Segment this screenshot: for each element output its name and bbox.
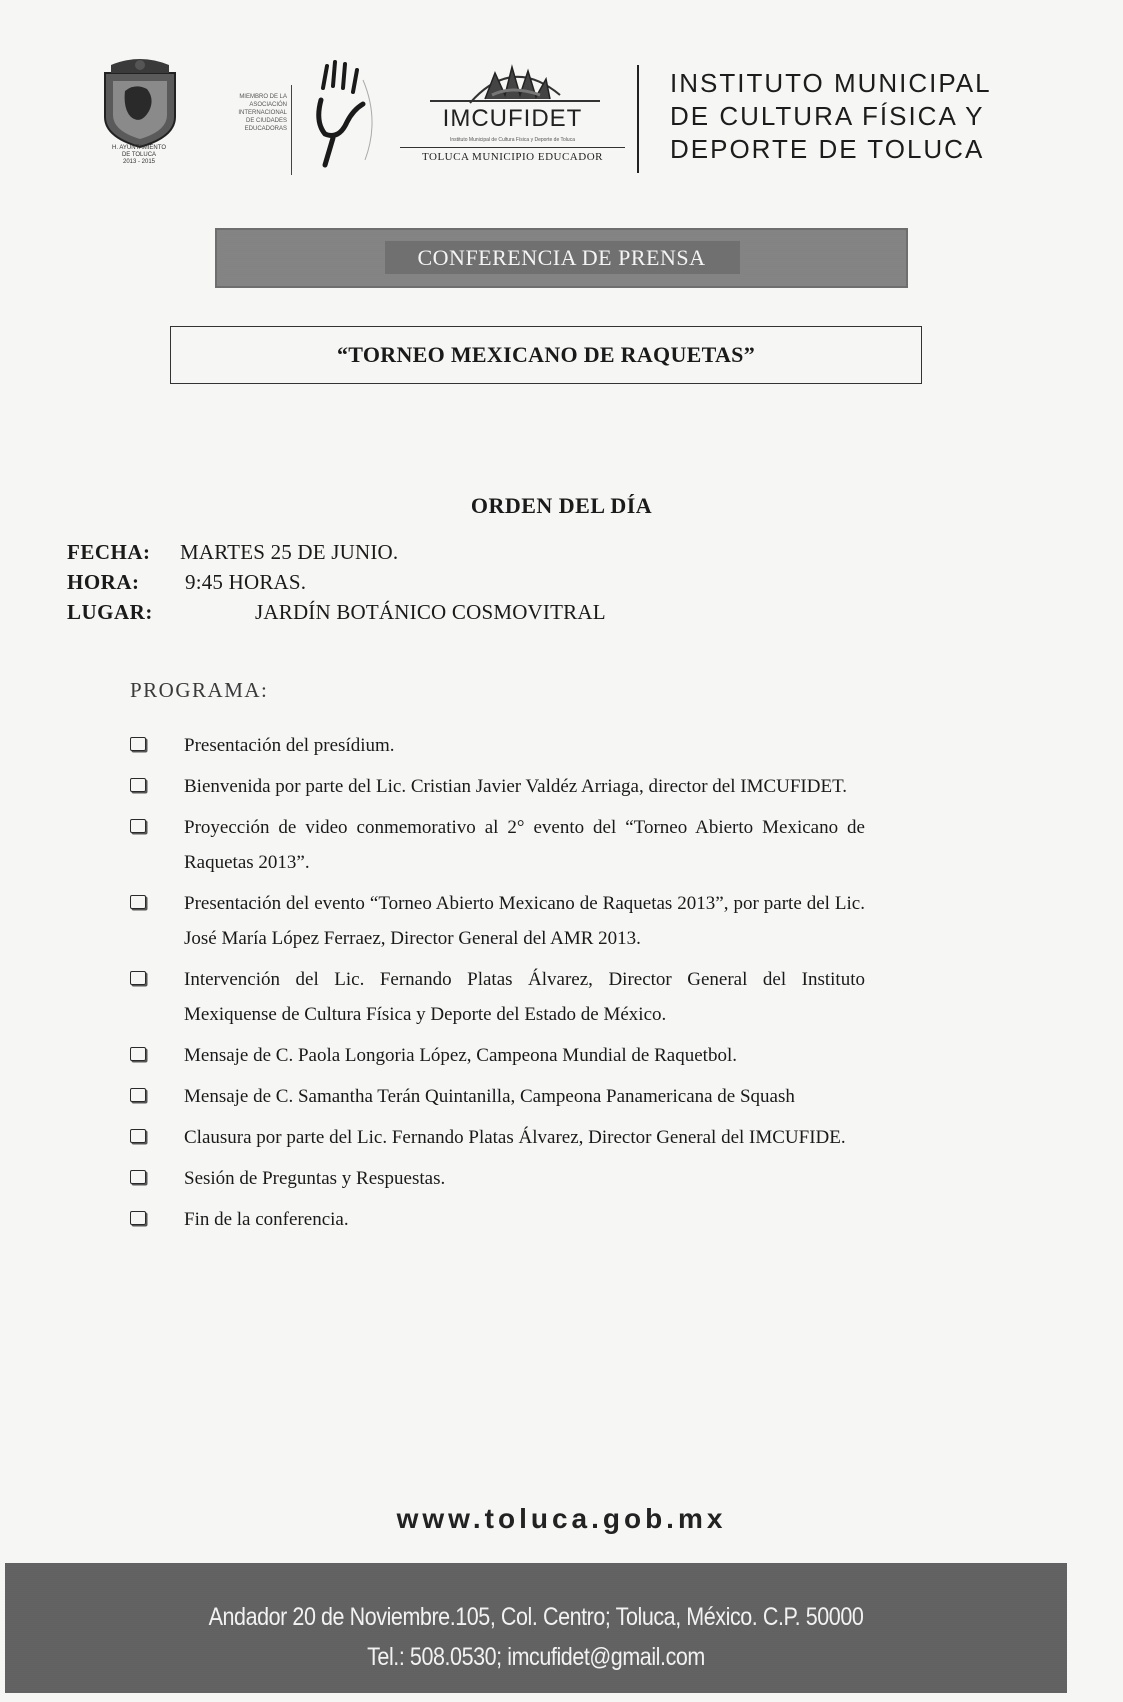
list-item — [130, 810, 865, 880]
lugar-label: LUGAR: — [67, 600, 153, 624]
checkbox-icon — [130, 1088, 146, 1102]
letterhead — [95, 55, 1055, 175]
list-item — [130, 1120, 865, 1155]
fecha-value: MARTES 25 DE JUNIO. — [180, 540, 399, 564]
footer-contact: Tel.: 508.0530; imcufidet@gmail.com — [367, 1643, 705, 1671]
agenda-title: ORDEN DEL DÍA — [470, 493, 653, 518]
footer-address: Andador 20 de Noviembre.105, Col. Centro; Toluca, México. C.P. 50000 — [208, 1603, 864, 1631]
list-item — [130, 728, 865, 763]
header-vertical-rule — [637, 65, 639, 173]
checkbox-icon — [130, 971, 146, 985]
footer-bar — [5, 1563, 1067, 1693]
press-conference-banner — [215, 228, 908, 288]
list-item — [130, 769, 865, 804]
website-url: www.toluca.gob.mx — [396, 1503, 727, 1534]
list-item-text: Presentación del evento “Torneo Abierto Mexicano de Raquetas 2013”, por parte del Lic. José María López Ferraez, Director General del AMR 2013. — [184, 893, 865, 949]
checkbox-icon — [130, 737, 146, 751]
list-item-text: Intervención del Lic. Fernando Platas Álvarez, Director General del Instituto Mexiquense de Cultura Física y Deporte del Estado de México. — [184, 969, 865, 1025]
programa-list — [130, 728, 865, 1243]
list-item — [130, 1038, 865, 1073]
list-item — [130, 1202, 865, 1237]
list-item-text: Fin de la conferencia. — [184, 1209, 349, 1230]
institute-name: INSTITUTO MUNICIPAL DE CULTURA FÍSICA Y DEPORTE DE TOLUCA — [670, 68, 992, 164]
checkbox-icon — [130, 1047, 146, 1061]
list-item-text: Presentación del presídium. — [184, 735, 395, 756]
list-item-text: Mensaje de C. Paola Longoria López, Campeona Mundial de Raquetbol. — [184, 1045, 737, 1066]
logo-rule — [400, 147, 625, 148]
event-title: “TORNEO MEXICANO DE RAQUETAS” — [337, 342, 755, 367]
checkbox-icon — [130, 819, 146, 833]
checkbox-icon — [130, 778, 146, 792]
logo-subtitle: Instituto Municipal de Cultura Física y Deporte de Toluca — [450, 137, 575, 143]
logo-tagline: TOLUCA MUNICIPIO EDUCADOR — [422, 151, 603, 163]
lugar-value: JARDÍN BOTÁNICO COSMOVITRAL — [255, 600, 606, 624]
association-caption: MIEMBRO DE LA ASOCIACIÓN INTERNACIONAL DE CIUDADES EDUCADORAS — [238, 94, 287, 132]
banner-title: CONFERENCIA DE PRENSA — [417, 245, 706, 270]
event-title-box — [170, 326, 922, 384]
list-item-text: Proyección de video conmemorativo al 2° evento del “Torneo Abierto Mexicano de Raquetas 2013”. — [184, 817, 865, 873]
list-item — [130, 1161, 865, 1196]
hora-value: 9:45 HORAS. — [185, 570, 307, 594]
fecha-label: FECHA: — [67, 540, 151, 564]
checkbox-icon — [130, 1211, 146, 1225]
programa-label: PROGRAMA: — [130, 678, 269, 702]
educating-city-hand-icon — [305, 60, 380, 175]
list-item-text: Mensaje de C. Samantha Terán Quintanilla, Campeona Panamericana de Squash — [184, 1086, 795, 1107]
header-divider — [291, 85, 292, 175]
checkbox-icon — [130, 895, 146, 909]
checkbox-icon — [130, 1170, 146, 1184]
list-item-text: Bienvenida por parte del Lic. Cristian Javier Valdéz Arriaga, director del IMCUFIDET. — [184, 776, 848, 797]
list-item-text: Clausura por parte del Lic. Fernando Platas Álvarez, Director General del IMCUFIDE. — [184, 1127, 846, 1148]
list-item-text: Sesión de Preguntas y Respuestas. — [184, 1168, 446, 1189]
seal-caption: H. AYUNTAMIENTO DE TOLUCA 2013 - 2015 — [111, 145, 166, 165]
checkbox-icon — [130, 1129, 146, 1143]
hora-label: HORA: — [67, 570, 140, 594]
list-item — [130, 1079, 865, 1114]
list-item — [130, 886, 865, 956]
logo-name: IMCUFIDET — [442, 105, 583, 132]
list-item — [130, 962, 865, 1032]
